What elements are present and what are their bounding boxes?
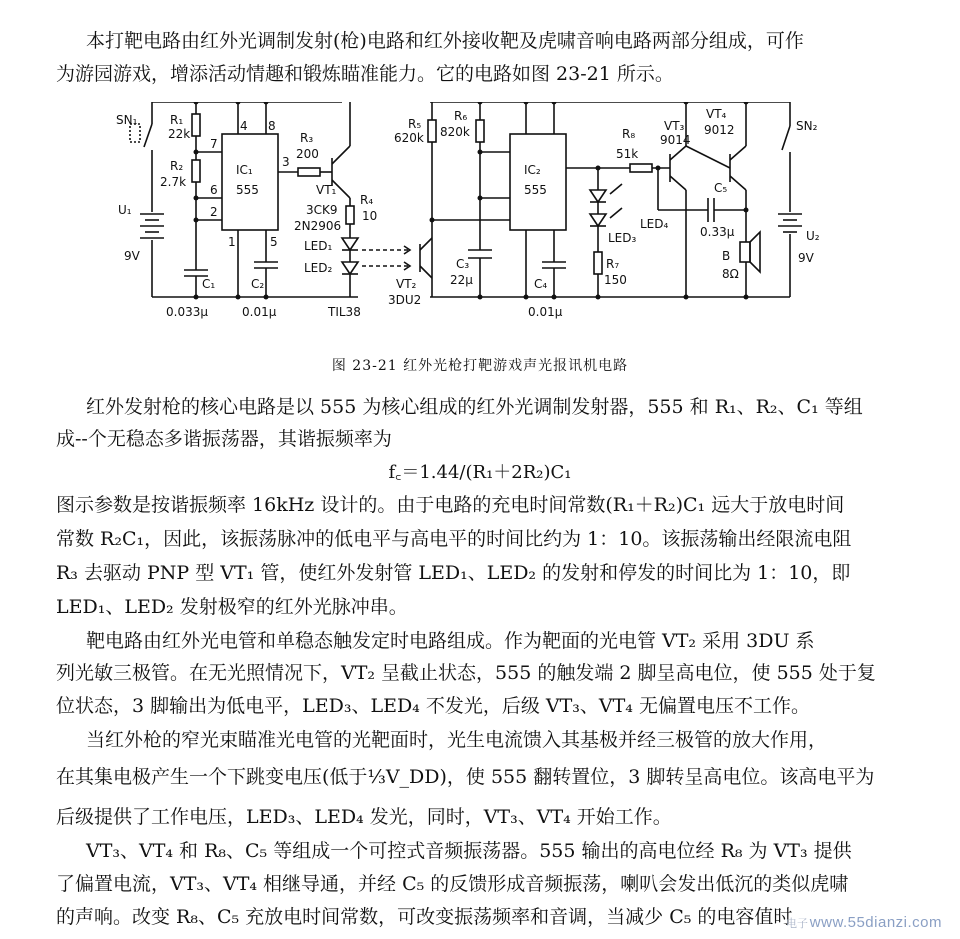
- watermark-prefix: 电子: [786, 918, 808, 930]
- label-speaker-value: 8Ω: [722, 267, 739, 281]
- label-c5: C₅: [714, 181, 728, 195]
- label-ic1-type: 555: [236, 183, 259, 197]
- label-ic2: IC₂: [524, 163, 541, 177]
- frequency-formula: f꜀＝1.44/(R₁＋2R₂)C₁: [388, 462, 572, 483]
- label-vt1-alt: 2N2906: [294, 219, 342, 233]
- label-u1-value: 9V: [124, 249, 140, 263]
- s3-line-2: 列光敏三极管。在无光照情况下，VT₂ 呈截止状态，555 的触发端 2 脚呈高电位，使 555 处于复: [56, 662, 876, 684]
- label-r1-value: 22k: [168, 127, 191, 141]
- pin-label-6: 6: [210, 183, 218, 197]
- s2-line-3: R₃ 去驱动 PNP 型 VT₁ 管，使红外发射管 LED₁、LED₂ 的发射和停发的时间比为 1：10，即: [56, 562, 851, 584]
- s2-line-1: 图示参数是按谐振频率 16kHz 设计的。由于电路的充电时间常数(R₁＋R₂)C₁ 远大于放电时间: [56, 494, 845, 516]
- pin-label-3: 3: [282, 155, 290, 169]
- label-sn1: SN₁: [116, 113, 138, 127]
- label-u2-value: 9V: [798, 251, 814, 265]
- label-r7: R₇: [606, 257, 620, 271]
- s5-line-3: 的声响。改变 R₈、C₅ 充放电时间常数，可改变振荡频率和音调，当减少 C₅ 的电容值时: [56, 906, 793, 928]
- label-vt3-type: 9014: [660, 133, 691, 147]
- label-u2: U₂: [806, 229, 820, 243]
- watermark-link[interactable]: www.55dianzi.com: [809, 914, 942, 931]
- label-r3-value: 200: [296, 147, 319, 161]
- label-led3: LED₃: [608, 231, 637, 245]
- s5-line-2: 了偏置电流，VT₃、VT₄ 相继导通，并经 C₅ 的反馈形成音频振荡，喇叭会发出低沉的类似虎啸: [56, 873, 849, 895]
- label-c3: C₃: [456, 257, 470, 271]
- label-vt3: VT₃: [664, 119, 685, 133]
- s1-line-2: 成--个无稳态多谐振荡器，其谐振频率为: [56, 428, 392, 450]
- intro-line-1: 本打靶电路由红外光调制发射(枪)电路和红外接收靶及虎啸音响电路两部分组成，可作: [86, 30, 804, 52]
- s2-line-2: 常数 R₂C₁，因此，该振荡脉冲的低电平与高电平的时间比约为 1：10。该振荡输出经限流电阻: [56, 528, 852, 550]
- label-r1: R₁: [170, 113, 184, 127]
- label-vt4-type: 9012: [704, 123, 735, 137]
- pin-label-2: 2: [210, 205, 218, 219]
- s4-line-1: 当红外枪的窄光束瞄准光电管的光靶面时，光生电流馈入其基极并经三极管的放大作用，: [86, 729, 828, 751]
- label-r8: R₈: [622, 127, 636, 141]
- intro-line-2: 为游园游戏，增添活动情趣和锻炼瞄准能力。它的电路如图 23-21 所示。: [56, 63, 674, 85]
- label-r3: R₃: [300, 131, 314, 145]
- pin-label-4: 4: [240, 119, 248, 133]
- pin-label-7: 7: [210, 137, 218, 151]
- label-vt4: VT₄: [706, 107, 727, 121]
- label-c1-value: 0.033μ: [166, 305, 208, 319]
- label-ic2-type: 555: [524, 183, 547, 197]
- pin-label-5: 5: [270, 235, 278, 249]
- label-r4: R₄: [360, 193, 374, 207]
- s5-line-1: VT₃、VT₄ 和 R₈、C₅ 等组成一个可控式音频振荡器。555 输出的高电位经 R₈ 为 VT₃ 提供: [86, 840, 852, 862]
- s2-line-4: LED₁、LED₂ 发射极窄的红外光脉冲串。: [56, 596, 408, 618]
- figure-caption: 图 23-21 红外光枪打靶游戏声光报讯机电路: [331, 358, 629, 374]
- label-r2: R₂: [170, 159, 184, 173]
- label-vt2: VT₂: [396, 277, 417, 291]
- label-c4: C₄: [534, 277, 548, 291]
- label-vt1-type: 3CK9: [306, 203, 338, 217]
- label-speaker: B: [722, 249, 731, 263]
- circuit-schematic: [110, 102, 830, 322]
- label-led4: LED₄: [640, 217, 669, 231]
- label-vt2-type: 3DU2: [388, 293, 422, 307]
- label-c5-value: 0.33μ: [700, 225, 735, 239]
- label-c4-value: 0.01μ: [528, 305, 563, 319]
- label-c2: C₂: [251, 277, 265, 291]
- label-r5-value: 620k: [394, 131, 424, 145]
- label-c1: C₁: [202, 277, 216, 291]
- label-r5: R₅: [408, 117, 422, 131]
- label-c3-value: 22μ: [450, 273, 473, 287]
- pin-label-1: 1: [228, 235, 236, 249]
- label-ic1: IC₁: [236, 163, 253, 177]
- label-r7-value: 150: [604, 273, 627, 287]
- label-led2: LED₂: [304, 261, 333, 275]
- label-r4-value: 10: [362, 209, 378, 223]
- s3-line-3: 位状态，3 脚输出为低电平，LED₃、LED₄ 不发光，后级 VT₃、VT₄ 无偏置电压不工作。: [56, 695, 810, 717]
- label-vt1: VT₁: [316, 183, 337, 197]
- label-r6: R₆: [454, 109, 468, 123]
- label-r6-value: 820k: [440, 125, 470, 139]
- label-u1: U₁: [118, 203, 132, 217]
- label-r2-value: 2.7k: [160, 175, 187, 189]
- label-led1: LED₁: [304, 239, 333, 253]
- s4-line-3: 后级提供了工作电压，LED₃、LED₄ 发光，同时，VT₃、VT₄ 开始工作。: [56, 806, 672, 828]
- s3-line-1: 靶电路由红外光电管和单稳态触发定时电路组成。作为靶面的光电管 VT₂ 采用 3DU 系: [86, 630, 815, 652]
- s1-line-1: 红外发射枪的核心电路是以 555 为核心组成的红外光调制发射器，555 和 R₁、R₂、C₁ 等组: [86, 396, 863, 418]
- pin-label-8: 8: [268, 119, 276, 133]
- label-c2-value: 0.01μ: [242, 305, 277, 319]
- label-til38: TIL38: [328, 305, 361, 319]
- label-sn2: SN₂: [796, 119, 818, 133]
- s4-line-2: 在其集电极产生一个下跳变电压(低于⅓V_DD)，使 555 翻转置位，3 脚转呈高电位。该高电平为: [56, 766, 875, 788]
- label-r8-value: 51k: [616, 147, 639, 161]
